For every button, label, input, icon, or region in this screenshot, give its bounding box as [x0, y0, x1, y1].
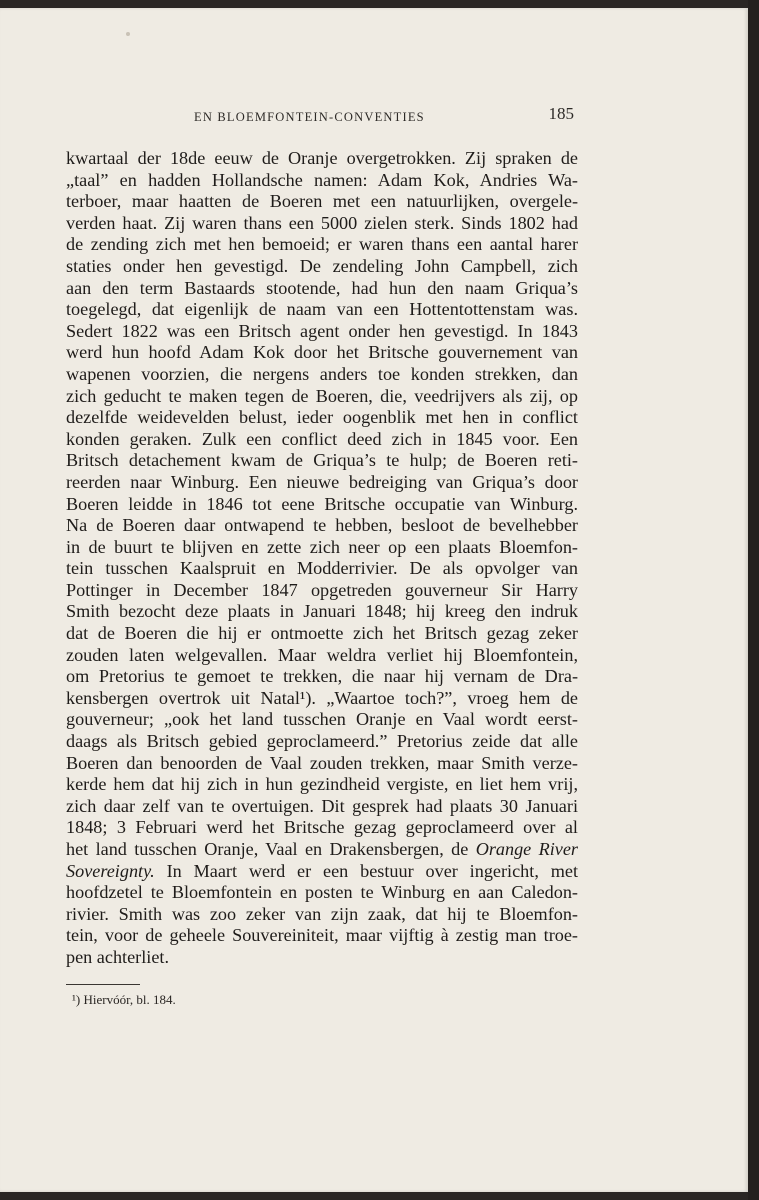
- text-line: verden haat. Zij waren thans een 5000 zielen sterk. Sinds 1802 had: [66, 212, 578, 233]
- text-line: Smith bezocht deze plaats in Januari 1848; hij kreeg den indruk: [66, 601, 578, 622]
- footnote: ¹) Hiervóór, bl. 184.: [72, 992, 176, 1007]
- body-text: [66, 148, 578, 969]
- text-line: konden geraken. Zulk een conflict deed zich in 1845 voor. Een: [66, 428, 578, 449]
- paper-speck: [126, 32, 130, 36]
- text-line: pen achterliet.: [66, 946, 170, 967]
- italic-phrase: Orange River: [475, 839, 578, 859]
- text-line: Na de Boeren daar ontwapend te hebben, besloot de bevelhebber: [66, 515, 578, 536]
- text-line: zich geducht te maken tegen de Boeren, die, veedrijvers als zij, op: [66, 385, 578, 406]
- italic-word: Sovereignty.: [66, 860, 155, 881]
- text-line: aan den term Bastaards stootende, had hun den naam Griqua’s: [66, 277, 578, 298]
- text-line: in de buurt te blijven en zette zich neer op een plaats Bloemfon-: [66, 536, 578, 557]
- text-line: zouden laten welgevallen. Maar weldra verliet hij Bloemfontein,: [66, 644, 578, 665]
- text-line: rivier. Smith was zoo zeker van zijn zaak, dat hij te Bloemfon-: [66, 903, 578, 924]
- text-line: werd hun hoofd Adam Kok door het Britsche gouvernement van: [66, 342, 578, 363]
- text-segment: het land tusschen Oranje, Vaal en Drakensbergen, de: [66, 839, 469, 859]
- text-line: hoofdzetel te Bloemfontein en posten te Winburg en aan Caledon-: [66, 882, 578, 903]
- text-line-with-italic: [66, 839, 578, 861]
- text-line: toegelegd, dat eigenlijk de naam van een Hottentottenstam was.: [66, 299, 578, 320]
- text-line: staties onder hen gevestigd. De zendeling John Campbell, zich: [66, 255, 578, 276]
- text-line: reerden naar Winburg. Een nieuwe bedreiging van Griqua’s door: [66, 471, 578, 492]
- text-line: Sedert 1822 was een Britsch agent onder hen gevestigd. In 1843: [66, 320, 578, 341]
- running-title: EN BLOEMFONTEIN-CONVENTIES: [194, 110, 425, 124]
- text-line: om Pretorius te gemoet te trekken, die naar hij vernam de Dra-: [66, 666, 578, 687]
- text-line: Britsch detachement kwam de Griqua’s te hulp; de Boeren reti-: [66, 450, 578, 471]
- text-line: tein tusschen Kaalspruit en Modderrivier. De als opvolger van: [66, 558, 578, 579]
- text-line: zich daar zelf van te overtuigen. Dit gesprek had plaats 30 Januari: [66, 795, 578, 816]
- text-line: de zending zich met hen bemoeid; er waren thans een aantal harer: [66, 234, 578, 255]
- text-line: wapenen voorzien, die nergens anders toe konden strekken, dan: [66, 363, 578, 384]
- text-line: Boeren dan benoorden de Vaal zouden trekken, maar Smith verze-: [66, 752, 578, 773]
- page-header: [66, 104, 574, 128]
- text-line: tein, voor de geheele Souvereiniteit, maar vijftig à zestig man troe-: [66, 925, 578, 946]
- text-line: daags als Britsch gebied geproclameerd.” Pretorius zeide dat alle: [66, 731, 578, 752]
- text-line: gouverneur; „ook het land tusschen Oranje en Vaal wordt eerst-: [66, 709, 578, 730]
- text-line: kwartaal der 18de eeuw de Oranje overgetrokken. Zij spraken de: [66, 148, 578, 168]
- footnote-rule: [66, 984, 140, 985]
- text-line: Sovereignty. In Maart werd er een bestuur over ingericht, met: [66, 860, 578, 881]
- text-line: kerde hem dat hij zich in hun gezindheid vergiste, en liet hem vrij,: [66, 774, 578, 795]
- text-line: Pottinger in December 1847 opgetreden gouverneur Sir Harry: [66, 579, 578, 600]
- text-line: 1848; 3 Februari werd het Britsche gezag geproclameerd over al: [66, 817, 578, 838]
- text-line: „taal” en hadden Hollandsche namen: Adam Kok, Andries Wa-: [66, 169, 578, 190]
- page-number: 185: [548, 104, 574, 123]
- text-line: dat de Boeren die hij er ontmoette zich het Britsch gezag zeker: [66, 623, 578, 644]
- book-page: [0, 8, 748, 1192]
- text-line: kensbergen overtrok uit Natal¹). „Waartoe toch?”, vroeg hem de: [66, 687, 578, 708]
- text-line: Boeren leidde in 1846 tot eene Britsche occupatie van Winburg.: [66, 493, 578, 514]
- text-line: dezelfde weidevelden belust, ieder oogenblik met hen in conflict: [66, 407, 578, 428]
- page-edge: [748, 0, 759, 1200]
- text-line: terboer, maar haatten de Boeren met een natuurlijken, overgele-: [66, 191, 578, 212]
